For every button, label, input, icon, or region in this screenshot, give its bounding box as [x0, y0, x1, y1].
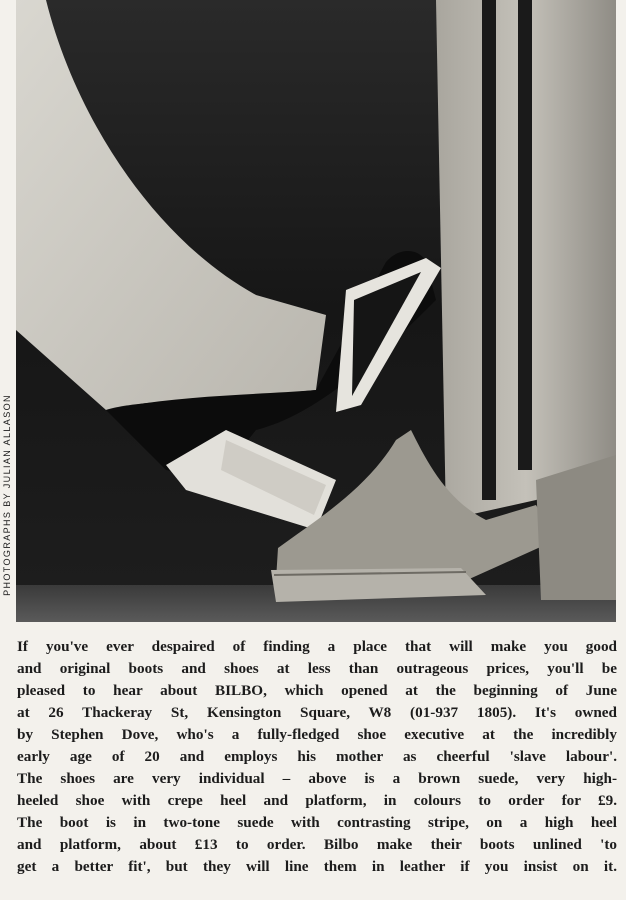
article-text: [17, 636, 617, 878]
article-line: and platform, about £13 to order. Bilbo make their boots unlined 'to: [17, 836, 617, 853]
article-line: by Stephen Dove, who's a fully-fledged shoe executive at the incredibly: [17, 726, 617, 743]
article-line: get a better fit', but they will line them in leather if you insist on it.: [17, 858, 617, 875]
article-line: at 26 Thackeray St, Kensington Square, W8 (01-937 1805). It's owned: [17, 704, 617, 721]
shoes-and-boot-illustration: [16, 0, 616, 622]
article-line: The shoes are very individual – above is a brown suede, very high-: [17, 770, 617, 787]
article-line: heeled shoe with crepe heel and platform, in colours to order for £9.: [17, 792, 617, 809]
article-line: If you've ever despaired of finding a place that will make you good: [17, 638, 617, 655]
product-photograph: [16, 0, 616, 622]
boot-stripe-2: [518, 0, 532, 470]
photo-credit-text: PHOTOGRAPHS BY JULIAN ALLASON: [2, 394, 12, 596]
article-line: early age of 20 and employs his mother as cheerful 'slave labour'.: [17, 748, 617, 765]
boot-stripe-1: [482, 0, 496, 500]
photo-credit: [0, 0, 14, 622]
article-line: The boot is in two-tone suede with contrasting stripe, on a high heel: [17, 814, 617, 831]
article-line: and original boots and shoes at less than outrageous prices, you'll be: [17, 660, 617, 677]
article-line: pleased to hear about BILBO, which opened at the beginning of June: [17, 682, 617, 699]
boot-heel: [536, 455, 616, 600]
